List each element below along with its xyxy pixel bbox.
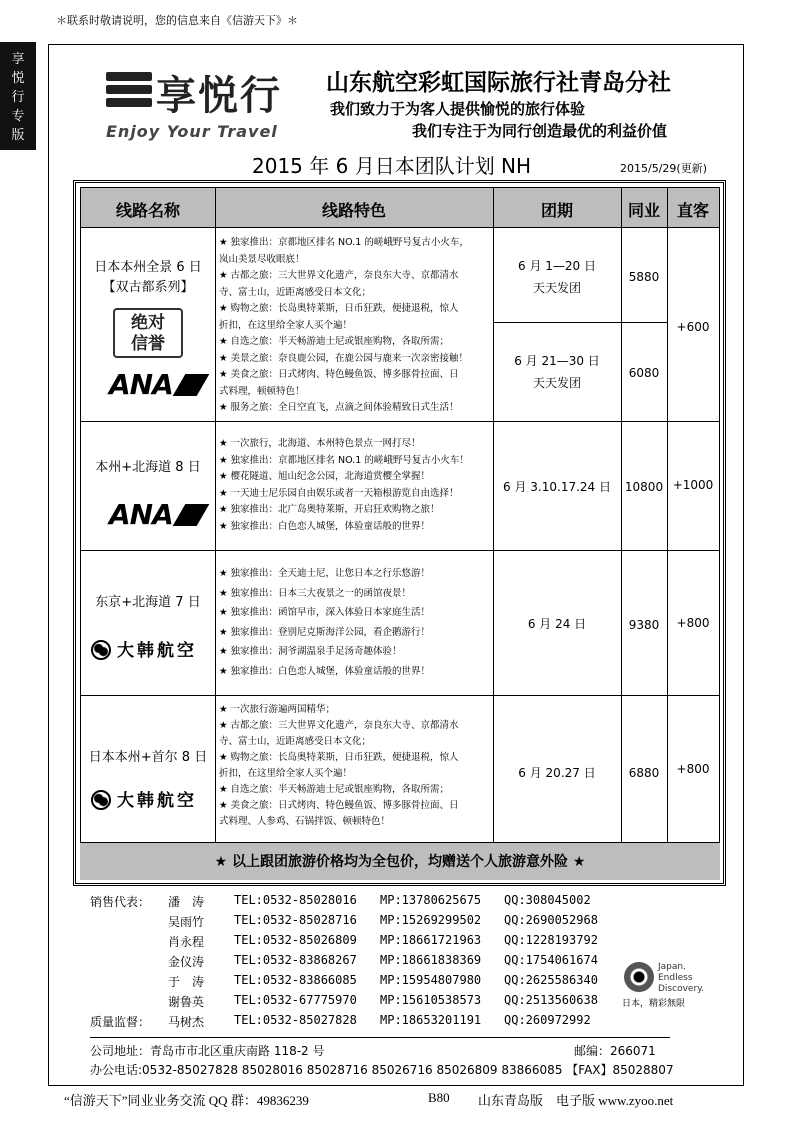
- top-note: ＊联系时敬请说明，您的信息来自《信游天下》＊: [56, 14, 298, 27]
- taeguk-icon: [91, 790, 111, 810]
- feature-line: ★ 独家推出：登别尼克斯海洋公园，看企鹅游行！: [219, 626, 431, 638]
- book-icon: [106, 72, 152, 112]
- badge-line: 绝对: [131, 313, 165, 333]
- header-dates: 团期: [540, 201, 573, 220]
- feature-line: ★ 古都之旅：三大世界文化遗产，奈良东大寺、京都清水: [219, 270, 459, 281]
- table-footer-note: ★ 以上跟团旅游价格均为全包价，均赠送个人旅游意外险 ★: [80, 842, 720, 880]
- side-tab: [0, 42, 36, 150]
- sales-label: 销售代表：: [90, 895, 151, 909]
- date-note: 天天发团: [532, 376, 581, 390]
- feature-line: 岚山美景尽收眼底！: [219, 253, 305, 265]
- feature-line: ★ 自选之旅：半天畅游迪士尼或银座购物，各取所需；: [219, 336, 450, 347]
- contact-name: 马树杰: [168, 1015, 205, 1029]
- slogan-line: Discovery.: [658, 984, 705, 994]
- table-header: [81, 188, 719, 228]
- contact-tel: TEL:0532-85028716: [234, 913, 357, 927]
- korean-air-logo: [91, 786, 197, 811]
- contact-name: 金仪涛: [168, 955, 205, 969]
- contact-name: 肖永程: [168, 935, 205, 949]
- trade-price: 6880: [628, 766, 660, 780]
- feature-line: ★ 独家推出：白色恋人城堡，体验童话般的世界！: [219, 520, 431, 532]
- contact-qq: QQ:260972992: [504, 1013, 591, 1027]
- brand-name: 享悦行: [156, 73, 282, 119]
- postcode: 邮编：266071: [574, 1044, 656, 1058]
- feature-line: 折扣，在这里给全家人买个遍！: [219, 768, 353, 779]
- contact-qq: QQ:2625586340: [504, 973, 598, 987]
- airline-name: ANA: [109, 498, 173, 531]
- direct-price: +1000: [672, 478, 714, 492]
- feature-line: ★ 一次旅行游遍两国精华；: [219, 704, 336, 715]
- tagline-2: 我们专注于为同行创造最优的利益价值: [412, 122, 668, 140]
- route-subtitle: 【双古都系列】: [102, 280, 194, 295]
- slogan-line: Endless: [658, 973, 693, 983]
- trade-price: 6080: [628, 366, 660, 380]
- date-text: 6 月 1—20 日: [518, 259, 596, 273]
- feature-line: ★ 美景之旅：奈良鹿公园，在鹿公园与鹿来一次亲密接触！: [219, 352, 469, 364]
- japan-slogan: [658, 962, 704, 995]
- contact-mobile: MP:18661838369: [380, 953, 482, 967]
- feature-line: 寺、富士山，近距离感受日本文化；: [219, 286, 372, 298]
- contact-tel: TEL:0532-83866085: [234, 973, 357, 987]
- contact-tel: TEL:0532-83868267: [234, 953, 357, 967]
- date-note: 天天发团: [532, 281, 581, 295]
- company-name: 山东航空彩虹国际旅行社青岛分社: [326, 70, 671, 96]
- contact-name: 潘 涛: [168, 895, 205, 909]
- feature-line: ★ 独家推出：白色恋人城堡，体验童话般的世界！: [219, 665, 431, 677]
- brand-logo: [100, 64, 300, 146]
- ana-logo: [109, 368, 203, 401]
- route-title: 东京+北海道 7 日: [95, 595, 201, 610]
- direct-price: +800: [676, 762, 710, 776]
- contact-mobile: MP:15610538573: [380, 993, 482, 1007]
- contact-name: 吴雨竹: [168, 915, 205, 929]
- contact-mobile: MP:13780625675: [380, 893, 482, 907]
- side-tab-char: 享: [11, 52, 25, 67]
- plan-title: 2015 年 6 月日本团队计划 NH: [252, 154, 532, 178]
- badge-line: 信誉: [131, 334, 165, 354]
- japan-slogan-cn: 日本，精彩無限: [622, 999, 686, 1009]
- feature-line: ★ 独家推出：北广岛奥特莱斯，开启狂欢购物之旅！: [219, 504, 440, 515]
- divider: [90, 1037, 670, 1038]
- contact-qq: QQ:1228193792: [504, 933, 598, 947]
- departure-date: 6 月 24 日: [527, 617, 587, 631]
- route-features: [219, 436, 491, 535]
- itinerary-table: [80, 187, 720, 880]
- feature-line: ★ 独家推出：全天迪士尼，让您日本之行乐悠游！: [219, 568, 431, 579]
- feature-line: ★ 樱花隧道、旭山纪念公园，北海道赏樱全掌握！: [219, 471, 431, 482]
- feature-line: ★ 购物之旅：长岛奥特莱斯，日币狂跌，便捷退税，惊人: [219, 303, 459, 314]
- tagline-1: 我们致力于为客人提供愉悦的旅行体验: [330, 100, 586, 118]
- contact-qq: QQ:308045002: [504, 893, 591, 907]
- qa-label: 质量监督：: [90, 1015, 151, 1029]
- brand-slogan: Enjoy Your Travel: [106, 122, 278, 141]
- contact-qq: QQ:2513560638: [504, 993, 598, 1007]
- departure-date: 6 月 3.10.17.24 日: [503, 480, 611, 494]
- date-text: 6 月 21—30 日: [514, 354, 600, 368]
- contact-name: 谢鲁英: [168, 995, 205, 1009]
- contact-mobile: MP:15954807980: [380, 973, 482, 987]
- header-trade-price: 同业: [627, 201, 660, 220]
- office-phone: 办公电话:0532-85027828 85028016 85028716 85026716 85026809 83866085 【FAX】85028807: [90, 1063, 674, 1077]
- departure-date: [493, 350, 621, 394]
- taeguk-icon: [91, 640, 111, 660]
- departure-date: [493, 255, 621, 299]
- header-features: 线路特色: [321, 201, 386, 220]
- airline-name: ANA: [109, 368, 173, 401]
- airline-name: 大韩航空: [117, 791, 197, 811]
- footer-edition: 山东青岛版 电子版 www.zyoo.net: [478, 1093, 674, 1108]
- airline-name: 大韩航空: [117, 641, 197, 661]
- contact-tel: TEL:0532-67775970: [234, 993, 357, 1007]
- side-tab-char: 专: [11, 109, 25, 124]
- feature-line: ★ 自选之旅：半天畅游迪士尼或银座购物，各取所需；: [219, 784, 450, 795]
- departure-date: 6 月 20.27 日: [518, 766, 596, 780]
- feature-line: ★ 独家推出：函馆早市，深入体验日本家庭生活！: [219, 607, 431, 618]
- contact-qq: QQ:1754061674: [504, 953, 598, 967]
- trust-badge: [113, 308, 183, 358]
- contact-mobile: MP:15269299502: [380, 913, 482, 927]
- feature-line: ★ 独家推出：洞爷湖温泉手足汤奇趣体验！: [219, 646, 402, 657]
- ana-logo: [109, 498, 203, 531]
- update-date: 2015/5/29(更新): [620, 162, 707, 175]
- feature-line: ★ 服务之旅：全日空直飞，点滴之间体验精致日式生活！: [219, 402, 459, 413]
- page-number: B80: [428, 1090, 450, 1105]
- footer-qq-group: “信游天下”同业业务交流 QQ 群：49836239: [64, 1093, 309, 1108]
- feature-line: ★ 一天迪士尼乐园自由娱乐或者一天箱根游览自由选择！: [219, 487, 459, 499]
- feature-line: ★ 美食之旅：日式烤肉、特色鳗鱼饭、博多豚骨拉面、日: [219, 369, 459, 380]
- feature-line: 折扣，在这里给全家人买个遍！: [219, 319, 353, 331]
- route-name: [81, 593, 215, 613]
- route-features: [219, 235, 491, 417]
- route-name: [81, 258, 215, 298]
- route-features: [219, 702, 491, 830]
- feature-line: ★ 购物之旅：长岛奥特莱斯，日币狂跌，便捷退税，惊人: [219, 752, 459, 763]
- trade-price: 5880: [628, 270, 660, 284]
- contact-mobile: MP:18661721963: [380, 933, 482, 947]
- contact-tel: TEL:0532-85026809: [234, 933, 357, 947]
- feature-line: ★ 独家推出：日本三大夜景之一的函馆夜景！: [219, 587, 412, 599]
- feature-line: ★ 古都之旅：三大世界文化遗产，奈良东大寺、京都清水: [219, 720, 459, 731]
- route-title: 日本本州+首尔 8 日: [88, 750, 208, 765]
- company-address: 公司地址：青岛市市北区重庆南路 118-2 号: [90, 1044, 325, 1058]
- side-tab-char: 悦: [11, 71, 25, 86]
- feature-line: ★ 独家推出：京都地区排名 NO.1 的嵯峨野号复古小火车！: [219, 454, 469, 466]
- direct-price: +600: [676, 320, 710, 334]
- header-direct-price: 直客: [676, 201, 709, 220]
- feature-line: 式料理，顿顿特色！: [219, 385, 305, 397]
- side-tab-char: 版: [11, 128, 25, 143]
- contact-tel: TEL:0532-85028016: [234, 893, 357, 907]
- trade-price: 9380: [628, 618, 660, 632]
- direct-price: +800: [676, 616, 710, 630]
- trade-price: 10800: [624, 480, 664, 494]
- feature-line: 寺、富士山，近距离感受日本文化；: [219, 736, 372, 747]
- route-title: 日本本州全景 6 日: [94, 260, 202, 275]
- feature-line: ★ 独家推出：京都地区排名 NO.1 的嵯峨野号复古小火车，: [219, 237, 469, 248]
- header-route-name: 线路名称: [115, 201, 180, 220]
- contact-qq: QQ:2690052968: [504, 913, 598, 927]
- route-features: [219, 564, 491, 681]
- slogan-line: Japan.: [658, 962, 686, 972]
- side-tab-char: 行: [11, 90, 25, 105]
- japan-tourism-logo: [620, 958, 705, 1028]
- route-name: [81, 748, 215, 768]
- contact-mobile: MP:18653201191: [380, 1013, 482, 1027]
- route-title: 本州+北海道 8 日: [95, 460, 201, 475]
- feature-line: 式料理、人参鸡、石锅拌饭、顿顿特色！: [219, 816, 391, 827]
- route-name: [81, 458, 215, 478]
- korean-air-logo: [91, 636, 197, 661]
- flower-icon: [624, 962, 654, 992]
- feature-line: ★ 美食之旅：日式烤肉、特色鳗鱼饭、博多豚骨拉面、日: [219, 800, 459, 811]
- contact-tel: TEL:0532-85027828: [234, 1013, 357, 1027]
- contact-name: 于 涛: [168, 975, 205, 989]
- feature-line: ★ 一次旅行，北海道、本州特色景点一网打尽！: [219, 438, 421, 449]
